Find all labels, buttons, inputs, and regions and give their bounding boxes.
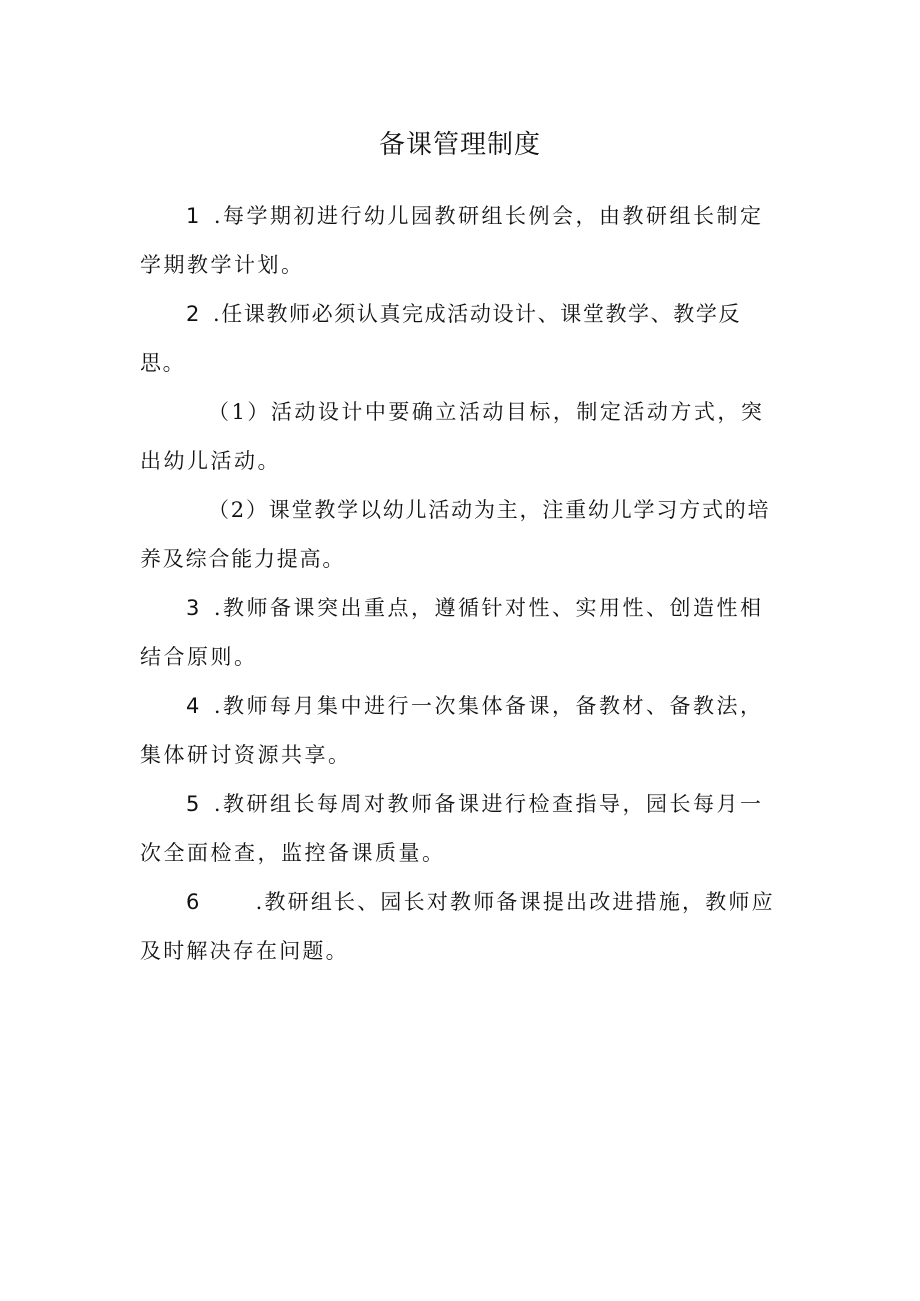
paragraph-2-sub-1 [140, 388, 780, 486]
paragraph-text: （2）课堂教学以幼儿活动为主，注重幼儿学习方式的培养及综合能力提高。 [140, 498, 771, 571]
paragraph-text: .每学期初进行幼儿园教研组长例会，由教研组长制定学期教学计划。 [140, 204, 764, 277]
paragraph-5 [140, 780, 780, 878]
paragraph-number: 3 [186, 596, 202, 620]
paragraph-3 [140, 584, 780, 682]
document-title: 备课管理制度 [378, 130, 541, 160]
paragraph-4 [140, 682, 780, 780]
document-body [140, 192, 780, 976]
paragraph-text: .教师备课突出重点，遵循针对性、实用性、创造性相结合原则。 [140, 596, 764, 669]
paragraph-number: 4 [186, 694, 202, 718]
paragraph-text: .教师每月集中进行一次集体备课，备教材、备教法，集体研讨资源共享。 [140, 694, 764, 767]
paragraph-text: .任课教师必须认真完成活动设计、课堂教学、教学反思。 [140, 302, 742, 375]
paragraph-number: 2 [186, 302, 201, 326]
paragraph-text: .教研组长每周对教师备课进行检查指导，园长每月一次全面检查，监控备课质量。 [140, 792, 764, 865]
paragraph-text: （1）活动设计中要确立活动目标，制定活动方式，突出幼儿活动。 [140, 400, 765, 473]
paragraph-2-sub-2 [140, 486, 780, 584]
paragraph-number: 5 [186, 792, 202, 816]
paragraph-1 [140, 192, 780, 290]
paragraph-number: 1 [186, 204, 202, 228]
paragraph-2 [140, 290, 780, 388]
paragraph-6 [140, 878, 780, 976]
paragraph-text: .教研组长、园长对教师备课提出改进措施，教师应及时解决存在问题。 [140, 890, 775, 963]
paragraph-number: 6 [186, 890, 202, 914]
